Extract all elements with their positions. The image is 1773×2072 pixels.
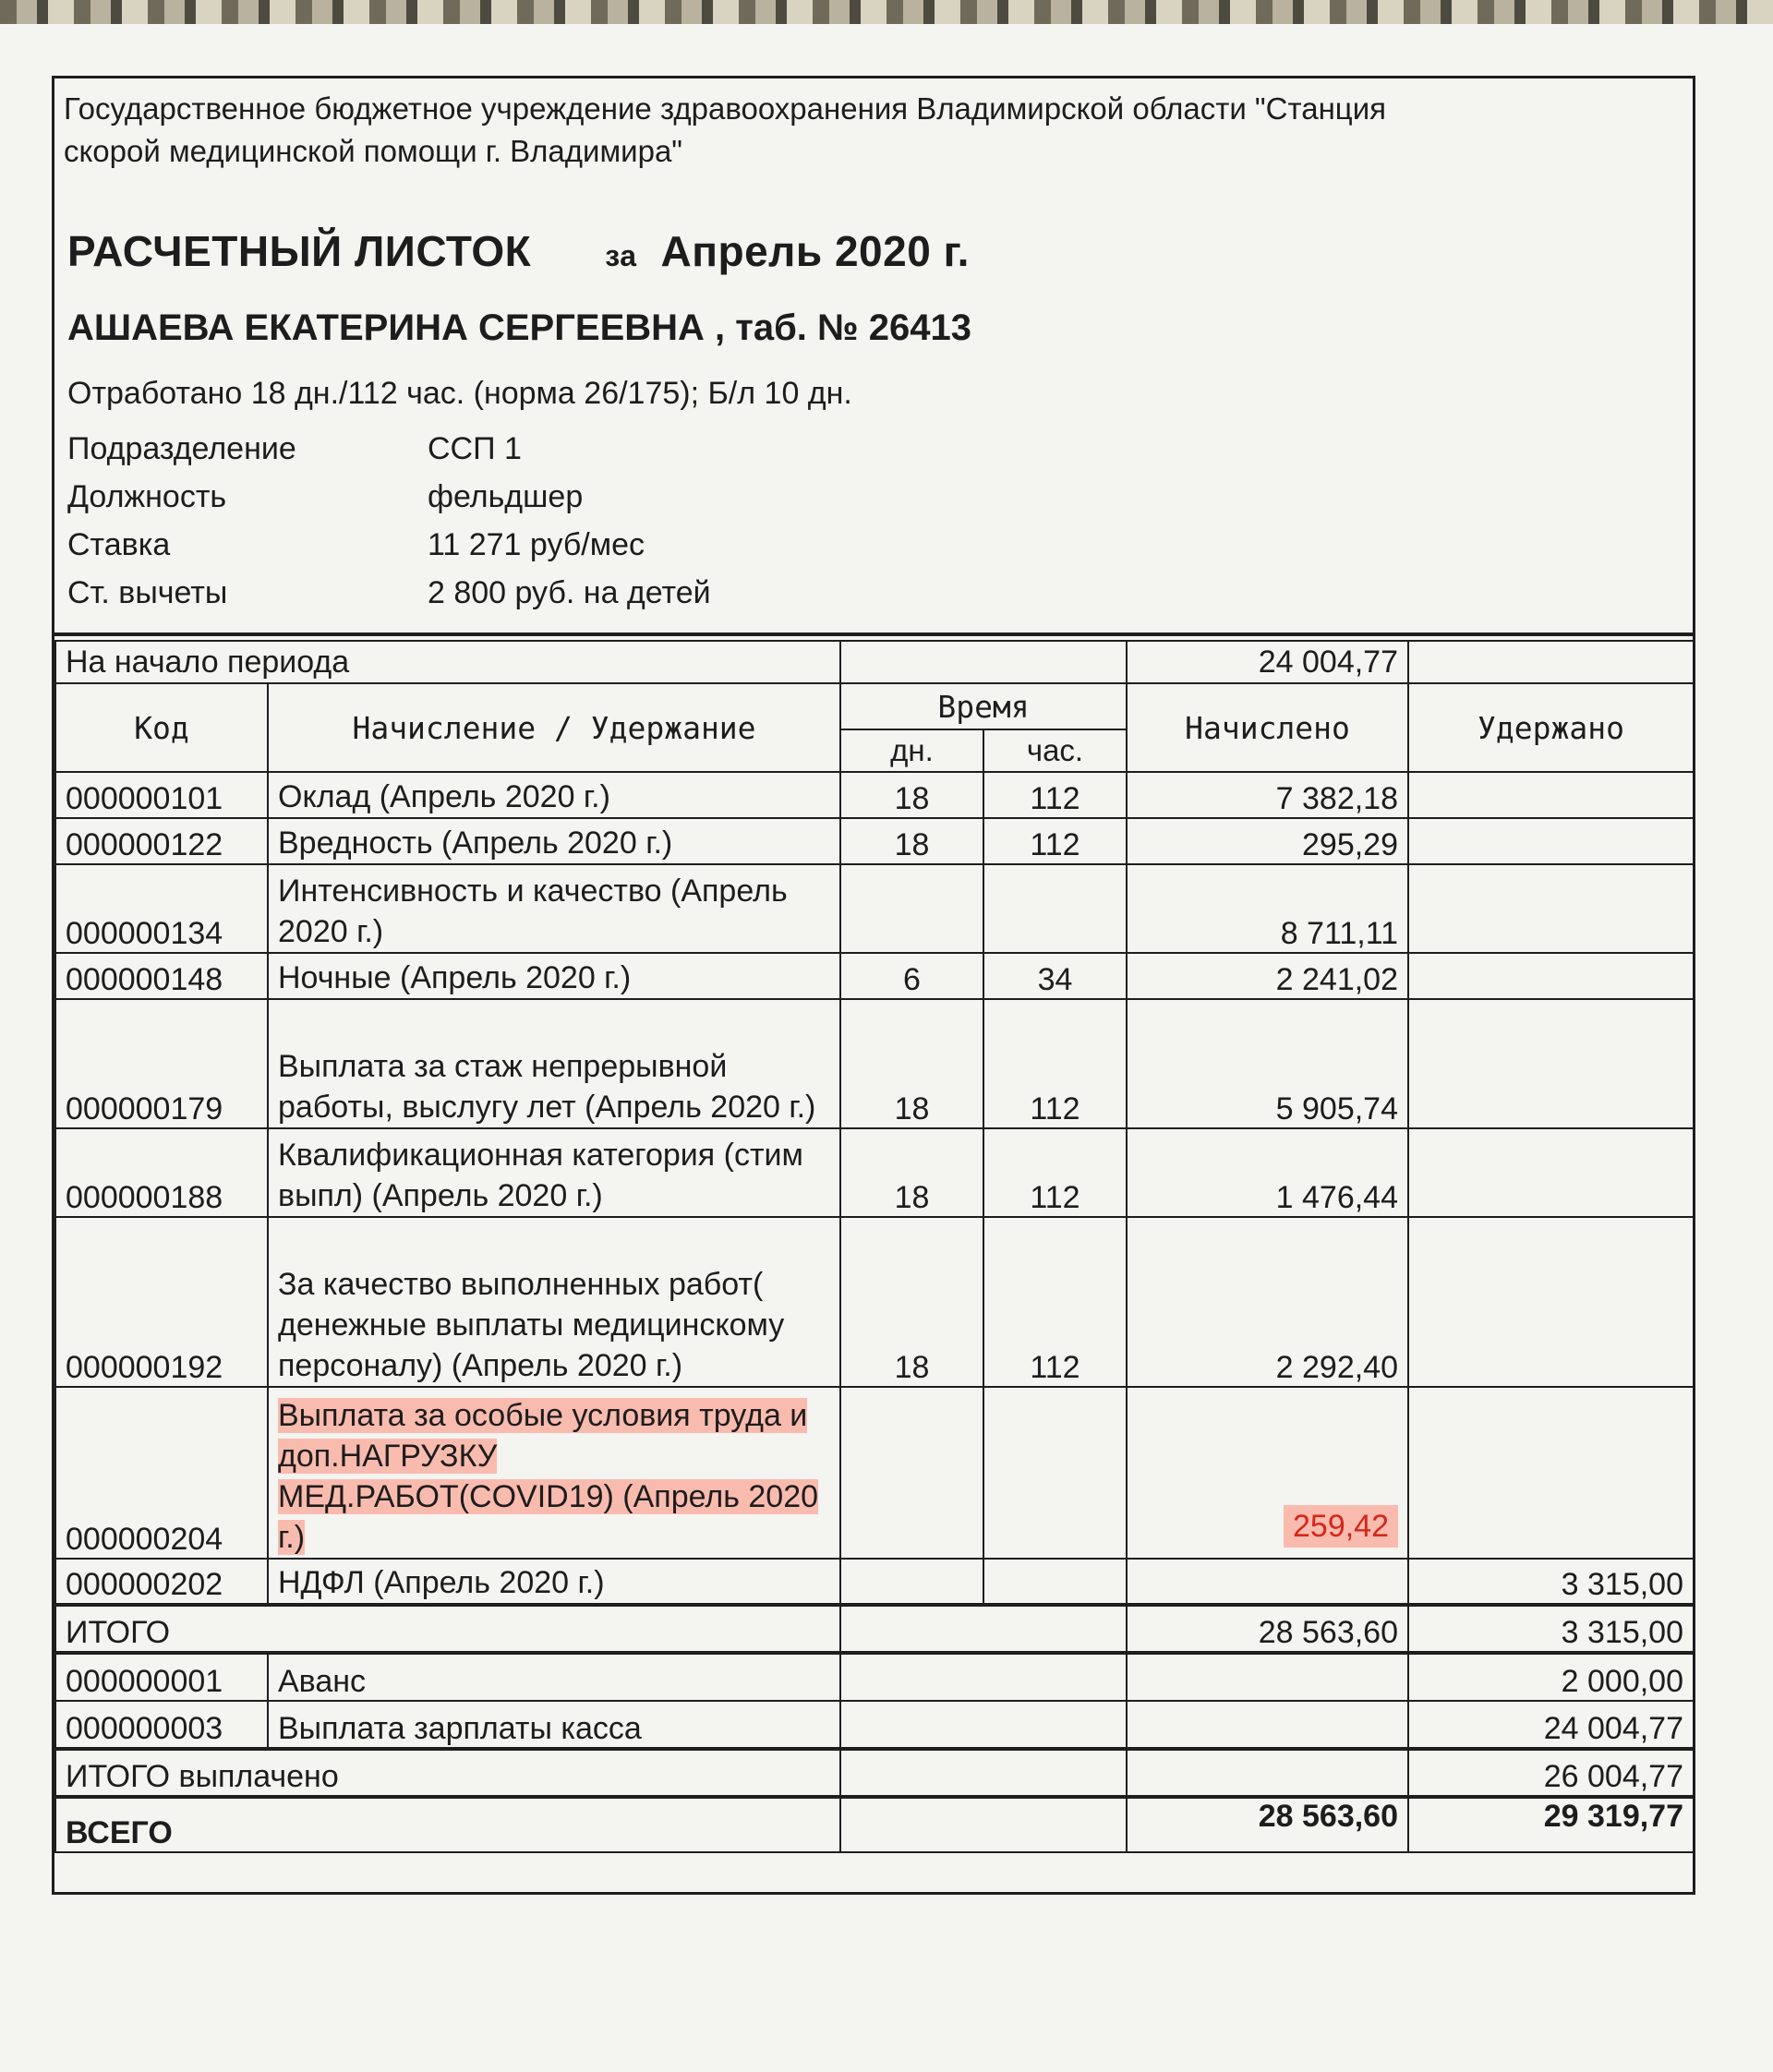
opening-accrued: 24 004,77 [1127,641,1408,683]
row-withheld [1408,1387,1694,1559]
row-item: Выплата за стаж непрерывной работы, выслугу лет (Апрель 2020 г.) [268,999,840,1128]
title-text: РАСЧЕТНЫЙ ЛИСТОК [67,227,532,275]
row-accrued: 295,29 [1127,818,1408,864]
empty-cell [840,1701,1127,1749]
empty-cell [840,1653,1127,1701]
org-line-2: скорой медицинской помощи г. Владимира" [64,134,683,168]
empty-cell [1127,1653,1408,1701]
row-days: 18 [840,772,983,818]
row-code: 000000204 [55,1387,268,1559]
row-code: 000000188 [55,1128,268,1217]
table-row [55,818,1694,864]
period: Апрель 2020 г. [660,227,970,275]
row-code: 000000202 [55,1559,268,1605]
row-code: 000000148 [55,953,268,999]
col-header-accrued: Начислено [1127,683,1408,772]
info-label: Должность [67,479,227,514]
row-withheld [1408,818,1694,864]
empty-cell [840,641,1127,683]
row-code: 000000179 [55,999,268,1128]
payslip-frame [52,76,1695,1895]
total-withheld: 3 315,00 [1408,1605,1694,1653]
info-row-department [67,431,522,467]
row-withheld [1408,999,1694,1128]
info-row-position [67,479,583,515]
row-withheld [1408,1128,1694,1217]
employee-name: АШАЕВА ЕКАТЕРИНА СЕРГЕЕВНА , таб. № 26413 [67,307,971,348]
col-header-item: Начисление / Удержание [268,683,840,772]
covid-payment-highlight: Выплата за особые условия труда и доп.НАГРУЗКУ МЕД.РАБОТ(COVID19) (Апрель 2020 г.) [278,1398,819,1555]
row-item: Ночные (Апрель 2020 г.) [268,953,840,999]
col-header-code: Код [55,683,268,772]
info-value: ССП 1 [428,431,522,466]
grand-total-row [55,1797,1694,1852]
row-days [840,864,983,953]
row-hours [983,1559,1127,1605]
row-hours [983,864,1127,953]
payment-row [55,1701,1694,1749]
row-item: Квалификационная категория (стим выпл) (Апрель 2020 г.) [268,1128,840,1217]
empty-cell [1127,1749,1408,1797]
table-row-highlighted [55,1387,1694,1559]
empty-cell [840,1605,1127,1653]
info-label: Подразделение [67,431,296,466]
row-hours: 112 [983,999,1127,1128]
info-value: фельдшер [428,479,584,514]
info-label: Ст. вычеты [67,575,228,610]
row-item: Вредность (Апрель 2020 г.) [268,818,840,864]
row-days: 6 [840,953,983,999]
payment-item: Выплата зарплаты касса [268,1701,840,1749]
row-hours: 112 [983,818,1127,864]
info-row-deductions [67,575,711,611]
col-header-time: Время [840,683,1127,729]
row-accrued: 5 905,74 [1127,999,1408,1128]
opening-balance-row [55,641,1694,683]
table-row [55,1559,1694,1605]
row-accrued [1127,1387,1408,1559]
empty-cell [1127,1701,1408,1749]
row-withheld [1408,1217,1694,1387]
row-withheld [1408,864,1694,953]
info-value: 11 271 руб/мес [428,527,645,562]
payment-item: Аванс [268,1653,840,1701]
organization-name [64,88,1670,173]
info-value: 2 800 руб. на детей [428,575,711,610]
row-days: 18 [840,999,983,1128]
row-code: 000000134 [55,864,268,953]
row-accrued: 8 711,11 [1127,864,1408,953]
opening-label: На начало периода [55,641,840,683]
payment-amount: 2 000,00 [1408,1653,1694,1701]
empty-cell [1408,641,1694,683]
row-days: 18 [840,818,983,864]
row-code: 000000122 [55,818,268,864]
payment-row [55,1653,1694,1701]
empty-cell [840,1797,1127,1852]
row-code: 000000192 [55,1217,268,1387]
row-hours: 112 [983,772,1127,818]
row-accrued: 7 382,18 [1127,772,1408,818]
row-item: За качество выполненных работ( денежные выплаты медицинскому персоналу) (Апрель 2020 г.) [268,1217,840,1387]
grand-total-accrued: 28 563,60 [1127,1797,1408,1852]
col-header-hours: час. [983,729,1127,772]
empty-cell [840,1749,1127,1797]
info-row-rate [67,527,645,563]
table-row [55,1217,1694,1387]
paid-total-row [55,1749,1694,1797]
row-hours: 34 [983,953,1127,999]
row-days [840,1559,983,1605]
paid-total-amount: 26 004,77 [1408,1749,1694,1797]
grand-total-withheld: 29 319,77 [1408,1797,1694,1852]
paid-total-label: ИТОГО выплачено [55,1749,840,1797]
col-header-days: дн. [840,729,983,772]
divider [54,632,1693,636]
row-accrued: 2 241,02 [1127,953,1408,999]
row-hours [983,1387,1127,1559]
total-label: ИТОГО [55,1605,840,1653]
total-accrued: 28 563,60 [1127,1605,1408,1653]
row-withheld [1408,772,1694,818]
org-line-1: Государственное бюджетное учреждение здравоохранения Владимирской области "Станция [64,91,1387,126]
table-row [55,953,1694,999]
grand-total-label: ВСЕГО [55,1797,840,1852]
row-withheld [1408,953,1694,999]
row-item [268,1387,840,1559]
worked-summary: Отработано 18 дн./112 час. (норма 26/175); Б/л 10 дн. [67,376,852,411]
row-hours: 112 [983,1217,1127,1387]
table-row [55,864,1694,953]
row-withheld: 3 315,00 [1408,1559,1694,1605]
row-days: 18 [840,1217,983,1387]
period-prefix: за [605,239,637,272]
document-title [67,226,970,276]
row-item: НДФЛ (Апрель 2020 г.) [268,1559,840,1605]
payroll-table [54,640,1695,1853]
header-row-1 [55,683,1694,729]
covid-amount-highlight: 259,42 [1284,1505,1398,1548]
table-row [55,1128,1694,1217]
row-hours: 112 [983,1128,1127,1217]
payslip-paper [0,24,1773,2072]
payment-code: 000000003 [55,1701,268,1749]
row-days [840,1387,983,1559]
table-row [55,772,1694,818]
row-accrued: 1 476,44 [1127,1128,1408,1217]
row-item: Оклад (Апрель 2020 г.) [268,772,840,818]
row-code: 000000101 [55,772,268,818]
row-item: Интенсивность и качество (Апрель 2020 г.) [268,864,840,953]
payment-code: 000000001 [55,1653,268,1701]
payment-amount: 24 004,77 [1408,1701,1694,1749]
row-accrued: 2 292,40 [1127,1217,1408,1387]
total-row [55,1605,1694,1653]
col-header-withheld: Удержано [1408,683,1694,772]
row-accrued [1127,1559,1408,1605]
info-label: Ставка [67,527,171,562]
table-row [55,999,1694,1128]
row-days: 18 [840,1128,983,1217]
